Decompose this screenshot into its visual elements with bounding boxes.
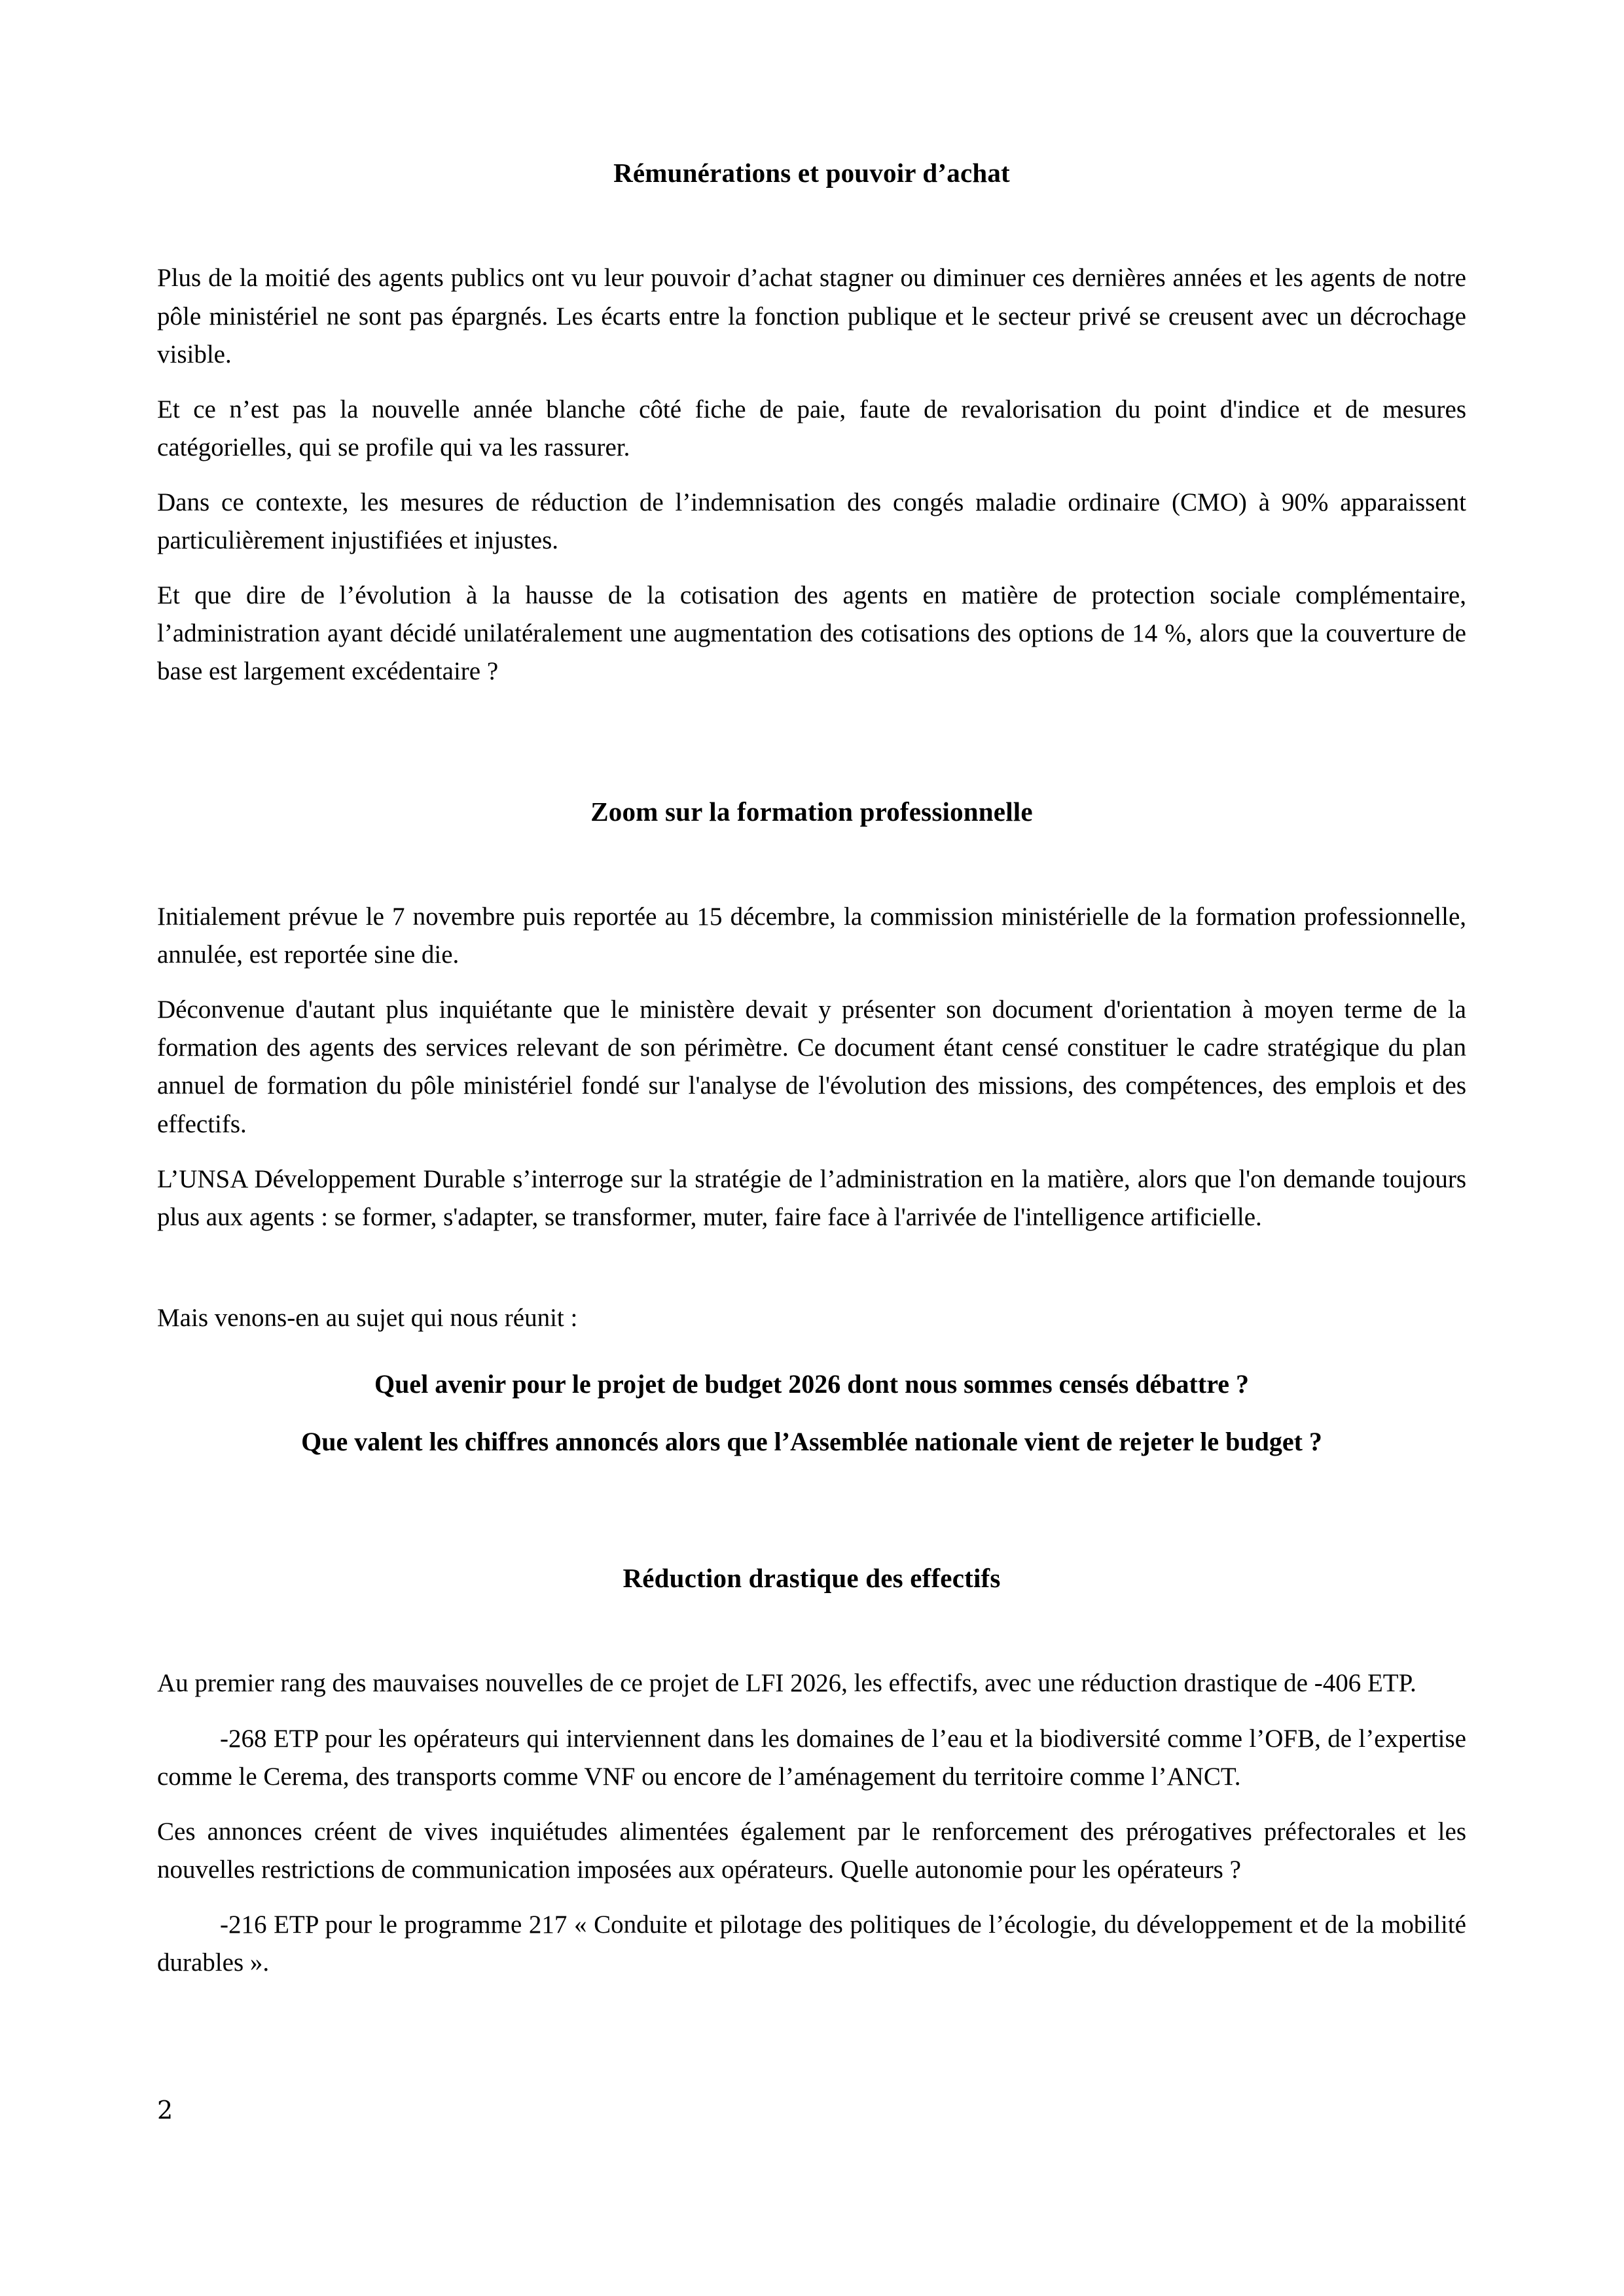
spacer-after-heading-formation [157,829,1466,898]
paragraph-protection-sociale: Et que dire de l’évolution à la hausse de la cotisation des agents en matière de protection sociale complémentaire, l’administration ayant décidé unilatéralement une augmentation des cotisations des options de 14 %, alors que la couverture de base est largement excédentaire ? [157,581,1466,686]
heading-reduction-effectifs: Réduction drastique des effectifs [623,1563,1001,1594]
paragraph-unsa-strategie: L’UNSA Développement Durable s’interroge sur la stratégie de l’administration en la matière, alors que l'on demande toujours plus aux agents : se former, s'adapter, se transformer, muter, faire face à l'arrivée de l'intelligence artificielle. [157,1164,1466,1231]
paragraph-268-etp: -268 ETP pour les opérateurs qui interviennent dans les domaines de l’eau et la biodiversité comme l’OFB, de l’expertise comme le Cerema, des transports comme VNF ou encore de l’aménagement du territoire comme l’ANCT. [157,1724,1466,1791]
paragraph-lfi-2026: Au premier rang des mauvaises nouvelles de ce projet de LFI 2026, les effectifs, avec une réduction drastique de -406 ETP. [157,1669,1416,1698]
heading-formation-professionnelle: Zoom sur la formation professionnelle [590,796,1033,827]
lead-in-text: Mais venons-en au sujet qui nous réunit : [157,1303,578,1332]
question-budget-2026: Quel avenir pour le projet de budget 2026 dont nous sommes censés débattre ? [374,1369,1249,1399]
page-number: 2 [157,2096,173,2125]
spacer-before-transition [157,1253,1466,1299]
question-assemblee-nationale: Que valent les chiffres annoncés alors que l’Assemblée nationale vient de rejeter le budget ? [301,1427,1322,1457]
heading-remunerations: Rémunérations et pouvoir d’achat [613,158,1010,188]
spacer-after-title [157,190,1466,259]
paragraph-commission-formation: Initialement prévue le 7 novembre puis reportée au 15 décembre, la commission ministérielle de la formation professionnelle, annulée, est reportée sine die. [157,903,1466,969]
paragraph-annee-blanche: Et ce n’est pas la nouvelle année blanche côté fiche de paie, faute de revalorisation du point d'indice et de mesures catégorielles, qui se profile qui va les rassurer. [157,395,1466,461]
paragraph-deconvenue: Déconvenue d'autant plus inquiétante que le ministère devait y présenter son document d'orientation à moyen terme de la formation des agents des services relevant de son périmètre. Ce document étant censé constituer le cadre stratégique du plan annuel de formation du pôle ministériel fondé sur l'analyse de l'évolution des missions, des compétences, des emplois et des effectifs. [157,996,1466,1138]
page-content [157,0,1466,1999]
paragraph-pouvoir-achat: Plus de la moitié des agents publics ont vu leur pouvoir d’achat stagner ou diminuer ces dernières années et les agents de notre pôle ministériel ne sont pas épargnés. Les écarts entre la fonction publique et le secteur privé se creusent avec un décrochage visible. [157,264,1466,368]
paragraph-216-etp: -216 ETP pour le programme 217 « Conduite et pilotage des politiques de l’écologie, du développement et de la mobilité durables ». [157,1910,1466,1977]
spacer-after-heading-effectifs [157,1595,1466,1664]
paragraph-inquietudes-operateurs: Ces annonces créent de vives inquiétudes alimentées également par le renforcement des prérogatives préfectorales et les nouvelles restrictions de communication imposées aux opérateurs. Quelle autonomie pour les opérateurs ? [157,1817,1466,1884]
paragraph-cmo: Dans ce contexte, les mesures de réduction de l’indemnisation des congés maladie ordinaire (CMO) à 90% apparaissent particulièrement injustifiées et injustes. [157,488,1466,555]
